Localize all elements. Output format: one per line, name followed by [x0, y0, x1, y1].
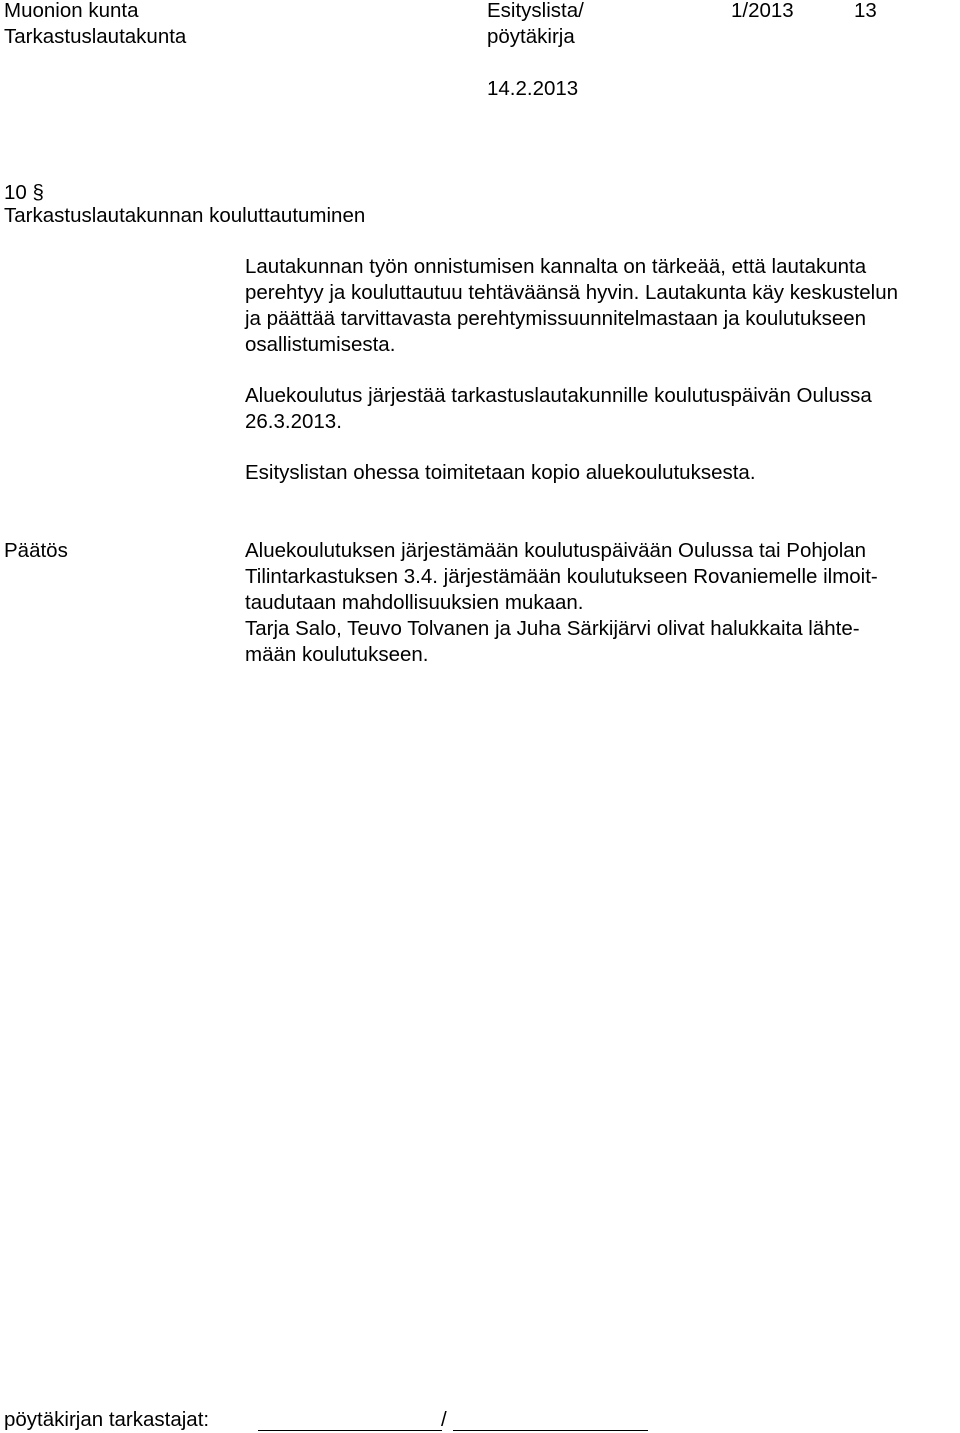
decision-line: taudutaan mahdollisuuksien mukaan.	[245, 591, 584, 614]
decision-line: Tilintarkastuksen 3.4. järjestämään koulutukseen Rovaniemelle ilmoit-	[245, 565, 878, 588]
signature-separator: /	[441, 1408, 447, 1431]
header-page-number: 13	[854, 0, 877, 22]
paragraph-1-line: Lautakunnan työn onnistumisen kannalta on tärkeää, että lautakunta	[245, 255, 867, 278]
paragraph-1	[245, 254, 950, 358]
footer-reviewers-label: pöytäkirjan tarkastajat:	[4, 1408, 210, 1431]
paragraph-1-line: perehtyy ja kouluttautuu tehtäväänsä hyvin. Lautakunta käy keskustelun	[245, 281, 899, 304]
header-organization	[4, 0, 186, 50]
header-doc-type-line1: Esityslista/	[487, 0, 584, 22]
paragraph-1-line: osallistumisesta.	[245, 333, 396, 356]
decision-line: Tarja Salo, Teuvo Tolvanen ja Juha Särkijärvi olivat halukkaita lähte-	[245, 617, 860, 640]
paragraph-2-line: 26.3.2013.	[245, 410, 342, 433]
decision-line: Aluekoulutuksen järjestämään koulutuspäivään Oulussa tai Pohjolan	[245, 539, 867, 562]
paragraph-3	[245, 460, 950, 486]
paragraph-2-line: Aluekoulutus järjestää tarkastuslautakunnille koulutuspäivän Oulussa	[245, 384, 872, 407]
paragraph-3-line: Esityslistan ohessa toimitetaan kopio aluekoulutuksesta.	[245, 461, 756, 484]
header-date: 14.2.2013	[487, 77, 579, 100]
signature-line-1	[258, 1430, 442, 1431]
decision-label: Päätös	[4, 539, 68, 562]
decision-line: mään koulutukseen.	[245, 643, 429, 666]
header-meeting-number: 1/2013	[731, 0, 794, 22]
header-document-type	[487, 0, 584, 50]
section-symbol: §	[32, 181, 44, 204]
section-title: Tarkastuslautakunnan kouluttautuminen	[4, 204, 366, 227]
signature-line-2	[453, 1430, 648, 1431]
header-committee: Tarkastuslautakunta	[4, 25, 187, 48]
paragraph-1-line: ja päättää tarvittavasta perehtymissuunnitelmastaan ja koulutukseen	[245, 307, 867, 330]
decision-text	[245, 538, 950, 668]
paragraph-2	[245, 383, 950, 435]
header-municipality: Muonion kunta	[4, 0, 139, 22]
section-number-value: 10	[4, 181, 27, 204]
header-doc-type-line2: pöytäkirja	[487, 25, 575, 48]
